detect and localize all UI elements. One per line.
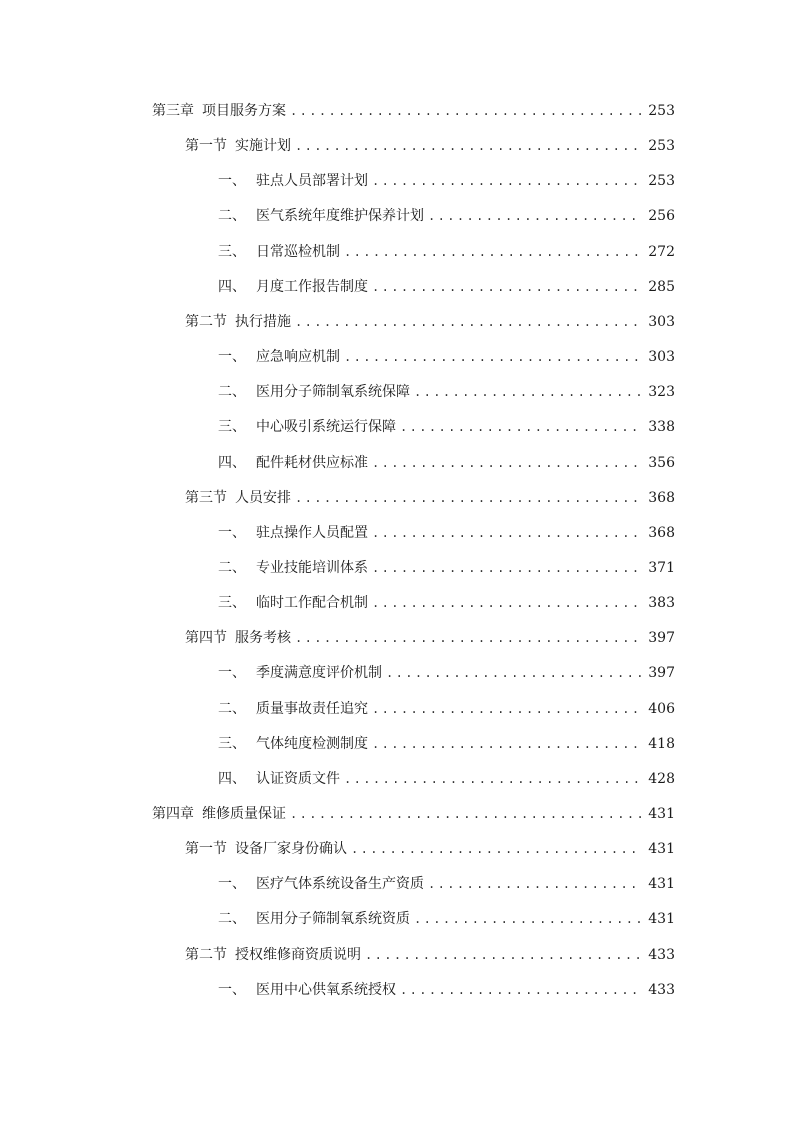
toc-dot-leader	[295, 310, 642, 334]
toc-entry-number: 四、	[218, 454, 246, 471]
toc-dot-leader	[351, 837, 642, 861]
toc-entry-number: 四、	[218, 278, 246, 295]
toc-dot-leader	[414, 380, 642, 404]
toc-dot-leader	[372, 169, 642, 193]
toc-entry-number: 三、	[218, 735, 246, 752]
toc-entry-number: 四、	[218, 770, 246, 787]
toc-subsection-entry[interactable]	[0, 521, 675, 545]
toc-entry-title: 季度满意度评价机制	[256, 665, 382, 682]
toc-entry-title: 认证资质文件	[256, 770, 340, 787]
toc-page-number: 431	[648, 911, 675, 928]
toc-entry-label	[218, 767, 340, 791]
toc-entry-title: 执行措施	[235, 313, 291, 330]
toc-entry-title: 服务考核	[235, 630, 291, 647]
toc-entry-number: 一、	[218, 665, 246, 682]
toc-page-number: 428	[648, 770, 675, 787]
toc-dot-leader	[414, 907, 642, 931]
toc-entry-label	[218, 661, 382, 685]
toc-entry-label	[185, 943, 361, 967]
toc-entry-label	[218, 451, 368, 475]
toc-page-number: 397	[648, 665, 675, 682]
toc-page-number: 433	[648, 946, 675, 963]
toc-dot-leader	[290, 802, 642, 826]
toc-entry-label	[152, 99, 286, 123]
toc-entry-title: 驻点人员部署计划	[256, 173, 368, 190]
toc-entry-number: 第一节	[185, 138, 227, 155]
toc-subsection-entry[interactable]	[0, 732, 675, 756]
toc-dot-leader	[386, 661, 642, 685]
toc-dot-leader	[344, 240, 642, 264]
toc-section-entry[interactable]	[0, 943, 675, 967]
toc-dot-leader	[372, 275, 642, 299]
toc-entry-label	[218, 240, 340, 264]
toc-dot-leader	[428, 204, 642, 228]
toc-entry-number: 三、	[218, 595, 246, 612]
toc-subsection-entry[interactable]	[0, 275, 675, 299]
toc-section-entry[interactable]	[0, 626, 675, 650]
toc-page-number: 418	[648, 735, 675, 752]
toc-dot-leader	[372, 521, 642, 545]
toc-entry-label	[218, 732, 368, 756]
toc-page-number: 303	[648, 313, 675, 330]
toc-entry-title: 专业技能培训体系	[256, 560, 368, 576]
toc-subsection-entry[interactable]	[0, 415, 675, 439]
toc-entry-number: 二、	[218, 208, 246, 225]
toc-page-number: 285	[648, 278, 675, 295]
toc-entry-title: 应急响应机制	[256, 349, 340, 365]
toc-entry-number: 第一节	[185, 841, 227, 858]
toc-dot-leader	[372, 591, 642, 615]
toc-entry-number: 一、	[218, 876, 246, 893]
toc-entry-title: 医气系统年度维护保养计划	[256, 208, 424, 225]
toc-entry-number: 第四节	[185, 630, 227, 647]
toc-page-number: 338	[648, 419, 675, 436]
toc-dot-leader	[295, 134, 642, 158]
toc-page-number: 397	[648, 630, 675, 647]
toc-subsection-entry[interactable]	[0, 451, 675, 475]
toc-dot-leader	[344, 345, 642, 369]
toc-page-number: 356	[648, 454, 675, 471]
toc-entry-number: 第四章	[152, 806, 194, 822]
toc-section-entry[interactable]	[0, 134, 675, 158]
toc-entry-number: 第三章	[152, 103, 194, 119]
toc-entry-title: 医用中心供氧系统授权	[256, 981, 396, 998]
toc-entry-number: 三、	[218, 243, 246, 260]
toc-entry-label	[218, 978, 396, 1002]
toc-page-number: 253	[648, 138, 675, 155]
toc-page-number: 253	[648, 103, 675, 119]
toc-subsection-entry[interactable]	[0, 872, 675, 896]
toc-entry-number: 一、	[218, 981, 246, 998]
toc-subsection-entry[interactable]	[0, 591, 675, 615]
toc-entry-title: 驻点操作人员配置	[256, 524, 368, 541]
toc-entry-title: 实施计划	[235, 138, 291, 155]
toc-page-number: 368	[648, 489, 675, 506]
toc-dot-leader	[372, 556, 642, 580]
toc-subsection-entry[interactable]	[0, 978, 675, 1002]
toc-entry-number: 二、	[218, 560, 246, 576]
toc-dot-leader	[372, 732, 642, 756]
toc-section-entry[interactable]	[0, 486, 675, 510]
toc-entry-label	[218, 415, 396, 439]
toc-entry-title: 维修质量保证	[202, 806, 286, 822]
toc-subsection-entry[interactable]	[0, 907, 675, 931]
toc-subsection-entry[interactable]	[0, 661, 675, 685]
toc-entry-label	[185, 837, 347, 861]
toc-entry-label	[185, 486, 291, 510]
toc-entry-label	[218, 872, 424, 896]
toc-entry-title: 质量事故责任追究	[256, 700, 368, 717]
toc-dot-leader	[295, 486, 642, 510]
toc-entry-label	[218, 275, 368, 299]
toc-entry-number: 二、	[218, 700, 246, 717]
toc-subsection-entry[interactable]	[0, 767, 675, 791]
toc-dot-leader	[428, 872, 642, 896]
toc-page-number: 253	[648, 173, 675, 190]
toc-dot-leader	[290, 99, 642, 123]
toc-page-number: 433	[648, 981, 675, 998]
toc-entry-title: 中心吸引系统运行保障	[256, 419, 396, 436]
toc-subsection-entry[interactable]	[0, 556, 675, 580]
toc-entry-label	[152, 802, 286, 826]
toc-entry-label	[218, 907, 410, 931]
toc-entry-title: 设备厂家身份确认	[235, 841, 347, 858]
toc-entry-number: 一、	[218, 173, 246, 190]
toc-entry-label	[185, 134, 291, 158]
toc-entry-number: 第二节	[185, 313, 227, 330]
toc-subsection-entry[interactable]	[0, 345, 675, 369]
toc-entry-title: 气体纯度检测制度	[256, 735, 368, 752]
toc-entry-label	[218, 697, 368, 721]
toc-subsection-entry[interactable]	[0, 240, 675, 264]
toc-subsection-entry[interactable]	[0, 380, 675, 404]
toc-entry-label	[218, 380, 410, 404]
toc-entry-number: 二、	[218, 911, 246, 928]
toc-entry-number: 一、	[218, 349, 246, 365]
toc-page-number: 256	[648, 208, 675, 225]
toc-page-number: 272	[648, 243, 675, 260]
toc-entry-title: 医用分子筛制氧系统资质	[256, 911, 410, 928]
toc-dot-leader	[400, 415, 642, 439]
toc-dot-leader	[295, 626, 642, 650]
toc-entry-title: 月度工作报告制度	[256, 278, 368, 295]
toc-page-number: 431	[648, 876, 675, 893]
toc-entry-number: 第三节	[185, 489, 227, 506]
toc-section-entry[interactable]	[0, 310, 675, 334]
toc-entry-label	[185, 310, 291, 334]
toc-entry-number: 二、	[218, 384, 246, 401]
toc-entry-label	[218, 169, 368, 193]
toc-page-number: 431	[648, 806, 675, 822]
toc-entry-number: 第二节	[185, 946, 227, 963]
toc-entry-title: 人员安排	[235, 489, 291, 506]
toc-section-entry[interactable]	[0, 837, 675, 861]
toc-entry-label	[218, 556, 368, 580]
toc-entry-label	[218, 345, 340, 369]
toc-dot-leader	[372, 697, 642, 721]
toc-entry-label	[218, 204, 424, 228]
toc-page-number: 406	[648, 700, 675, 717]
toc-page-number: 323	[648, 384, 675, 401]
toc-dot-leader	[365, 943, 642, 967]
toc-page-number: 371	[648, 560, 675, 576]
toc-entry-title: 医用分子筛制氧系统保障	[256, 384, 410, 401]
toc-page-number: 431	[648, 841, 675, 858]
toc-dot-leader	[344, 767, 642, 791]
toc-page-number: 303	[648, 349, 675, 365]
toc-page-number: 383	[648, 595, 675, 612]
toc-entry-title: 临时工作配合机制	[256, 595, 368, 612]
toc-page-number: 368	[648, 524, 675, 541]
toc-subsection-entry[interactable]	[0, 697, 675, 721]
toc-entry-number: 一、	[218, 524, 246, 541]
toc-entry-title: 日常巡检机制	[256, 243, 340, 260]
toc-entry-number: 三、	[218, 419, 246, 436]
toc-entry-title: 配件耗材供应标准	[256, 454, 368, 471]
toc-chapter-entry[interactable]	[0, 802, 675, 826]
toc-entry-title: 授权维修商资质说明	[235, 946, 361, 963]
toc-dot-leader	[372, 451, 642, 475]
toc-entry-label	[218, 591, 368, 615]
toc-entry-label	[185, 626, 291, 650]
toc-subsection-entry[interactable]	[0, 169, 675, 193]
toc-entry-label	[218, 521, 368, 545]
toc-entry-title: 医疗气体系统设备生产资质	[256, 876, 424, 893]
toc-subsection-entry[interactable]	[0, 204, 675, 228]
toc-entry-title: 项目服务方案	[202, 103, 286, 119]
toc-chapter-entry[interactable]	[0, 99, 675, 123]
toc-dot-leader	[400, 978, 642, 1002]
